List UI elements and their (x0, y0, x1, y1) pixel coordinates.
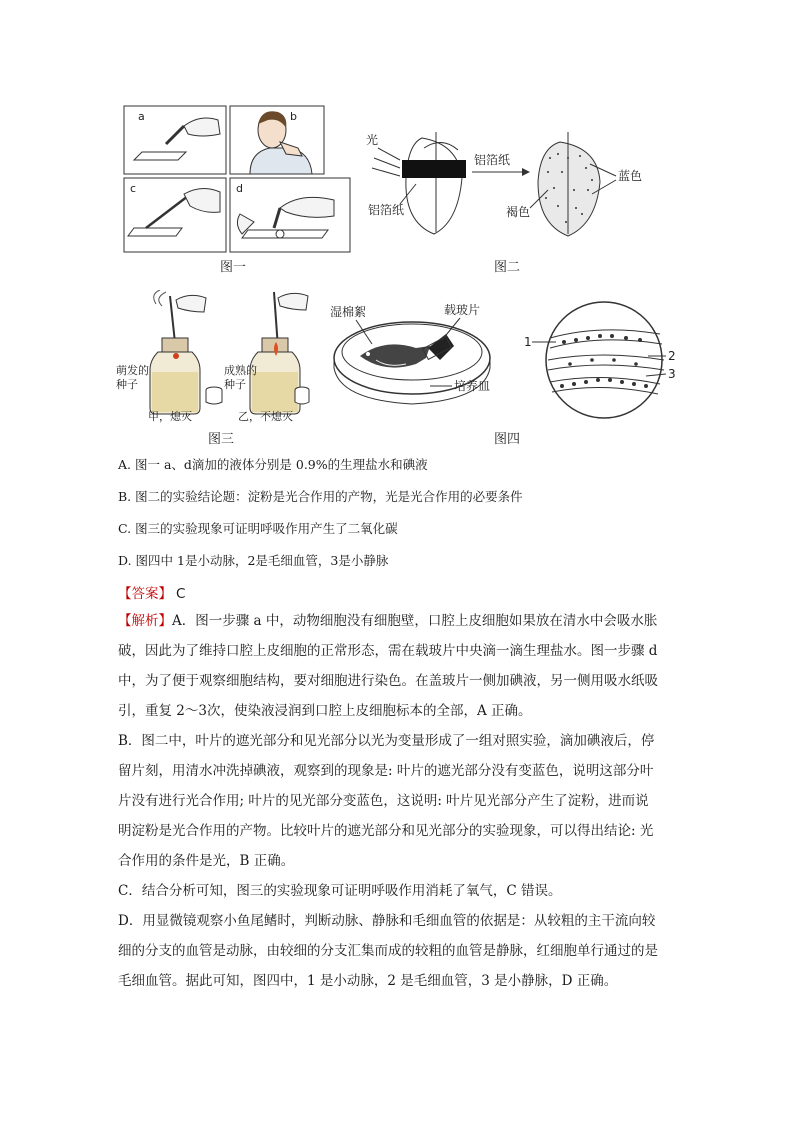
figure-4-drawing (330, 298, 680, 423)
marker-2: 2 (668, 349, 676, 363)
analysis-line: D．用显微镜观察小鱼尾鳍时，判断动脉、静脉和毛细血管的依据是：从较粗的主干流向较 (118, 913, 656, 929)
panel-b-letter: b (290, 110, 297, 123)
slide-label: 载玻片 (444, 303, 481, 317)
answer-tag: 【答案】 (118, 586, 172, 602)
foil-label-top: 铝箔纸 (474, 153, 511, 167)
analysis-line-text: A．图一步骤 a 中，动物细胞没有细胞壁，口腔上皮细胞如果放在清水中会吸水胀 (172, 613, 658, 629)
figure-2 (362, 128, 662, 238)
cotton-label: 湿棉絮 (330, 305, 367, 319)
jar-2-seeds (252, 372, 298, 412)
analysis-line: 中，为了便于观察细胞结构，要对细胞进行染色。在盖玻片一侧加碘液，另一侧用吸水纸吸 (118, 673, 658, 689)
brown-label: 褐色 (506, 205, 531, 219)
smoke-1 (154, 290, 166, 306)
analysis-line: 明淀粉是光合作用的产物。比较叶片的遮光部分和见光部分的实验现象，可以得出结论: 光 (118, 823, 654, 839)
lid-1 (206, 390, 222, 404)
jar-2-label-line2: 种子 (224, 378, 246, 391)
panel-c-letter: c (130, 182, 137, 195)
jar-1-seeds (152, 372, 198, 412)
light-ray-1 (378, 148, 400, 160)
light-ray-3 (372, 168, 400, 176)
analysis-block (118, 606, 678, 996)
flame-1 (173, 353, 179, 359)
analysis-line: 破，因此为了维持口腔上皮细胞的正常形态，需在载玻片中央滴一滴生理盐水。图一步骤 d (118, 643, 658, 659)
figure-2-caption: 图二 (494, 260, 521, 275)
option-d: D. 图四中 1是小动脉，2是毛细血管，3是小静脉 (118, 553, 389, 568)
option-a: A. 图一 a、d滴加的液体分别是 0.9%的生理盐水和碘液 (118, 457, 428, 472)
analysis-line: 留片刻，用清水冲洗掉碘液，观察到的现象是: 叶片的遮光部分没有变蓝色，说明这部分叶 (118, 763, 654, 779)
jar-1-result: 甲，熄灭 (148, 410, 192, 423)
panel-a-letter: a (138, 110, 145, 123)
panel-d-letter: d (236, 182, 243, 195)
analysis-line: 合作用的条件是光，B 正确。 (118, 853, 295, 869)
jar-2-label-line1: 成熟的 (224, 364, 257, 377)
marker-1: 1 (524, 335, 532, 349)
light-label: 光 (366, 133, 379, 147)
figure-1 (122, 104, 352, 256)
blue-label: 蓝色 (618, 169, 643, 183)
hand-1 (176, 295, 206, 312)
foil-strip (402, 160, 466, 178)
analysis-line (118, 606, 678, 636)
option-b: B. 图二的实验结论题：淀粉是光合作用的产物，光是光合作用的必要条件 (118, 489, 523, 504)
light-ray-2 (374, 158, 400, 168)
dish-label: 培养皿 (454, 379, 491, 393)
hand-2 (278, 293, 308, 310)
figure-3-caption: 图三 (208, 432, 235, 447)
option-c: C. 图三的实验现象可证明呼吸作用产生了二氧化碳 (118, 521, 398, 536)
figure-3 (116, 290, 316, 422)
analysis-line: C．结合分析可知，图三的实验现象可证明呼吸作用消耗了氧气，C 错误。 (118, 883, 562, 899)
figure-4-caption: 图四 (494, 432, 521, 447)
marker-3: 3 (668, 367, 676, 381)
fish-eye (366, 352, 370, 356)
analysis-line: B．图二中，叶片的遮光部分和见光部分以光为变量形成了一组对照实验，滴加碘液后，停 (118, 733, 655, 749)
process-arrow-head (522, 168, 530, 176)
microscope-field (546, 302, 662, 418)
analysis-line: 毛细血管。据此可知，图四中，1 是小动脉，2 是毛细血管，3 是小静脉，D 正确。 (118, 973, 618, 989)
jar-2-result: 乙，不熄灭 (238, 410, 293, 423)
figure-4 (330, 298, 680, 423)
figure-3-drawing (116, 290, 316, 422)
foil-label-bottom: 铝箔纸 (368, 203, 405, 217)
analysis-tag: 【解析】 (118, 613, 172, 629)
analysis-line: 引，重复 2～3次，使染液浸润到口腔上皮细胞标本的全部，A 正确。 (118, 703, 532, 719)
jar-1-label-line2: 种子 (116, 378, 138, 391)
analysis-line: 细的分支的血管是动脉，由较细的分支汇集而成的较粗的血管是静脉，红细胞单行通过的是 (118, 943, 658, 959)
analysis-line: 片没有进行光合作用; 叶片的见光部分变蓝色，这说明: 叶片见光部分产生了淀粉，进而说 (118, 793, 649, 809)
figure-2-drawing (362, 128, 662, 238)
figure-1-drawing (122, 104, 352, 256)
lid-2 (295, 390, 309, 404)
figure-1-caption: 图一 (220, 260, 247, 275)
jar-1-label-line1: 萌发的 (116, 364, 149, 377)
leaf-stained (538, 142, 600, 236)
answer-value: C (176, 586, 186, 602)
answer-line (118, 582, 185, 602)
jar-1-neck (162, 338, 188, 352)
